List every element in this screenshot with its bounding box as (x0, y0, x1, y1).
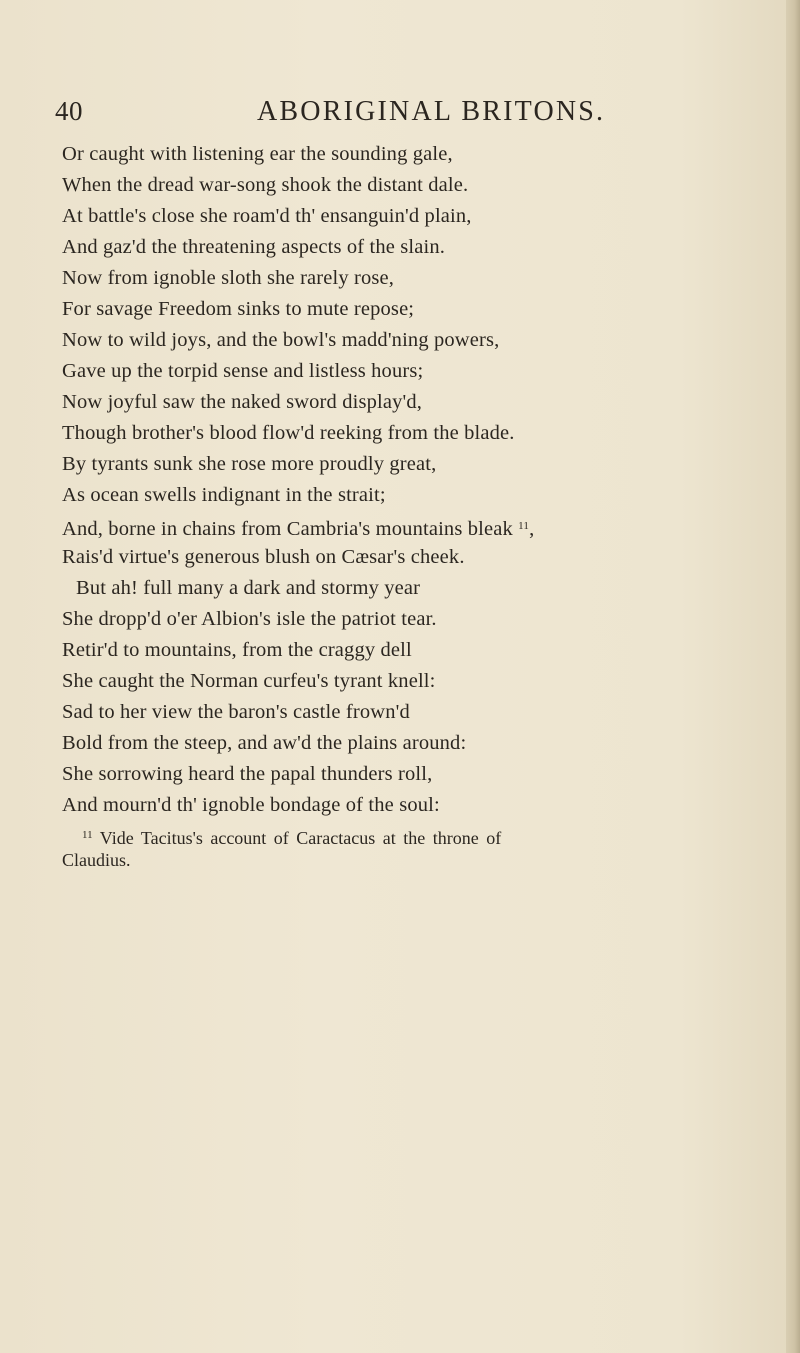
verse-line: Though brother's blood flow'd reeking from the blade. (62, 422, 515, 444)
footnote-line (82, 822, 501, 851)
footnote-marker: 11 (82, 829, 93, 841)
footnote-reference[interactable]: 11 (518, 520, 530, 532)
verse-line-text: And, borne in chains from Cambria's mountains bleak (62, 518, 513, 540)
verse-line: She sorrowing heard the papal thunders roll, (62, 763, 433, 785)
footnote-text: Vide Tacitus's account of Caractacus at the throne of (99, 828, 502, 848)
page-number: 40 (55, 96, 83, 126)
verse-line: Retir'd to mountains, from the craggy dell (62, 639, 412, 661)
page-edge (786, 0, 800, 1353)
verse-line: Gave up the torpid sense and listless hours; (62, 360, 424, 382)
running-head (55, 96, 695, 136)
verse-line: She caught the Norman curfeu's tyrant knell: (62, 670, 436, 692)
verse-line: And mourn'd th' ignoble bondage of the soul: (62, 794, 440, 816)
verse-line: She dropp'd o'er Albion's isle the patriot tear. (62, 608, 437, 630)
verse-line: But ah! full many a dark and stormy year (76, 577, 421, 599)
verse-line: By tyrants sunk she rose more proudly great, (62, 453, 437, 475)
verse-line: Now joyful saw the naked sword display'd, (62, 391, 422, 413)
footnote-line-continued: Claudius. (62, 850, 131, 870)
verse-line: Now from ignoble sloth she rarely rose, (62, 267, 395, 289)
verse-line: At battle's close she roam'd th' ensanguin'd plain, (62, 205, 472, 227)
running-title: ABORIGINAL BRITONS. (257, 96, 606, 127)
verse-line: When the dread war-song shook the distant dale. (62, 174, 469, 196)
verse-line: As ocean swells indignant in the strait; (62, 484, 386, 506)
verse-line: Bold from the steep, and aw'd the plains around: (62, 732, 467, 754)
verse-line: Now to wild joys, and the bowl's madd'ning powers, (62, 329, 500, 351)
verse-line: Or caught with listening ear the sounding gale, (62, 143, 453, 165)
verse-line: Rais'd virtue's generous blush on Cæsar's cheek. (62, 546, 465, 568)
verse-line: And gaz'd the threatening aspects of the slain. (62, 236, 446, 258)
footnote-reference-suffix: , (529, 518, 535, 540)
verse-line: Sad to her view the baron's castle frown'd (62, 701, 410, 723)
verse-line-with-note (62, 512, 534, 543)
verse-line: For savage Freedom sinks to mute repose; (62, 298, 415, 320)
